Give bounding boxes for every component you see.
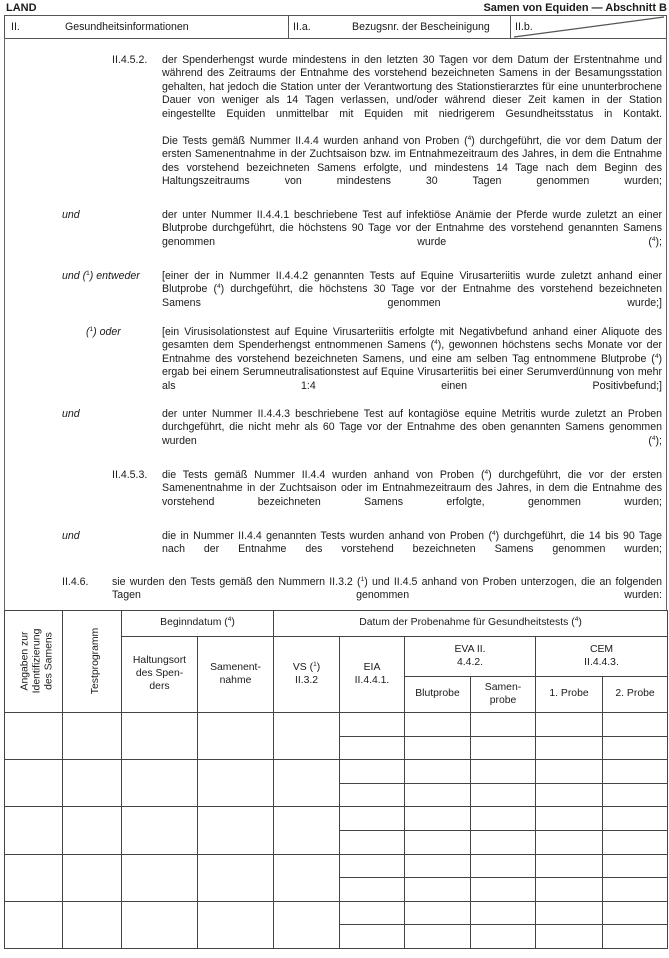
entry-cell[interactable] [471, 783, 536, 807]
country-label: LAND [6, 2, 37, 14]
entry-cell[interactable] [274, 807, 340, 854]
reference-number-label: II.a. [293, 21, 311, 33]
column-header-text: Angaben zur Identifizierung des Samens [19, 628, 55, 694]
clause-text: die Tests gemäß Nummer II.4.4 wurden anhand von Proben ($^4$) durchgeführt, die vor der ersten Samenentnahme in der Zuchtsaison oder im Entnahmezeitraum des Jahres, in dem die Entnahme des vorstehend bezeichneten Samens erfolgte, genommen wurden; [162, 469, 663, 508]
entry-cell[interactable] [274, 901, 340, 948]
clause-number: II.4.6. [62, 576, 89, 588]
entry-cell[interactable] [405, 901, 471, 925]
entry-cell[interactable] [536, 854, 603, 878]
column-header-probe-2: 2. Probe [603, 677, 668, 713]
document-title: Samen von Equiden — Abschnitt B [483, 2, 667, 14]
entry-cell[interactable] [405, 807, 471, 831]
column-header-probe-1: 1. Probe [536, 677, 603, 713]
entry-cell[interactable] [198, 854, 274, 901]
entry-cell[interactable] [198, 901, 274, 948]
column-header-semen-sample: Samen- probe [471, 677, 536, 713]
table-row [5, 807, 668, 831]
table-row [5, 760, 668, 784]
entry-cell[interactable] [340, 713, 405, 737]
entry-cell[interactable] [603, 783, 668, 807]
entry-cell[interactable] [5, 807, 63, 854]
entry-cell[interactable] [536, 878, 603, 902]
entry-cell[interactable] [471, 736, 536, 760]
clause-text: der Spenderhengst wurde mindestens in den letzten 30 Tagen vor dem Datum der Erstentnahme und während des Zeitraums der Entnahme des vorstehend bezeichneten Samens in der Besamungsstation gehalten, hat jedoch die Station unter der Verantwortung des Stationstierarztes für eine ununterbrochene Dauer von weniger als 14 Tagen verlassen, und/oder während dieser Zeit kamen in der Station eingestellte Equiden unmittelbar mit Equiden mit niedrigerem Gesundheitsstatus in Kontakt. [162, 54, 662, 120]
entry-cell[interactable] [198, 760, 274, 807]
entry-cell[interactable] [63, 760, 122, 807]
column-header-holding: Haltungsort des Spen- ders [122, 637, 198, 713]
entry-cell[interactable] [603, 760, 668, 784]
column-group-cem: CEM II.4.4.3. [536, 637, 668, 677]
entry-cell[interactable] [405, 736, 471, 760]
clause-text: der unter Nummer II.4.4.1 beschriebene Test auf infektiöse Anämie der Pferde wurde zuletzt an einer Blutprobe durchgeführt, die höchstens 90 Tage vor der Entnahme des vorstehend genannten Samens genommen wurde ($^4$); [162, 209, 662, 248]
reference-b-label: II.b. [515, 21, 533, 33]
column-header-blood-sample: Blutprobe [405, 677, 471, 713]
clause-number: II.4.5.2. [112, 54, 148, 66]
entry-cell[interactable] [471, 807, 536, 831]
entry-cell[interactable] [603, 878, 668, 902]
entry-cell[interactable] [5, 854, 63, 901]
entry-cell[interactable] [5, 760, 63, 807]
divider [288, 16, 289, 38]
entry-cell[interactable] [471, 713, 536, 737]
table-row [5, 854, 668, 878]
section-title: Gesundheitsinformationen [65, 21, 189, 33]
table-row [5, 901, 668, 925]
entry-cell[interactable] [63, 807, 122, 854]
entry-cell[interactable] [471, 830, 536, 854]
entry-cell[interactable] [536, 925, 603, 949]
option-label: ($^1$) oder [86, 326, 121, 338]
entry-cell[interactable] [63, 854, 122, 901]
conjunction-label: und [62, 530, 80, 542]
entry-cell[interactable] [340, 760, 405, 784]
entry-cell[interactable] [340, 783, 405, 807]
conjunction-label: und [62, 209, 80, 221]
entry-cell[interactable] [405, 925, 471, 949]
entry-cell[interactable] [340, 854, 405, 878]
entry-cell[interactable] [536, 783, 603, 807]
entry-cell[interactable] [340, 878, 405, 902]
entry-cell[interactable] [603, 713, 668, 737]
reference-label: Bezugsnr. der Bescheinigung [352, 21, 490, 33]
entry-cell[interactable] [603, 807, 668, 831]
entry-cell[interactable] [274, 854, 340, 901]
entry-cell[interactable] [122, 760, 198, 807]
entry-cell[interactable] [198, 807, 274, 854]
section-number: II. [11, 21, 20, 33]
clause-text: sie wurden den Tests gemäß den Nummern II.3.2 ($^1$) und II.4.5 anhand von Proben unterzogen, die an folgenden Tagen genommen wurden: [112, 576, 662, 602]
clause-text: Die Tests gemäß Nummer II.4.4 wurden anhand von Proben ($^4$) durchgeführt, die vor dem Datum der ersten Samenentnahme in der Zuchtsaison bzw. im Entnahmezeitraum des Jahres, in dem die Entnahme des vorstehend bezeichneten Samens erfolgte, und mindestens 14 Tage nach dem Beginn des Haltungszeitraums von mindestens 30 Tagen genommen wurden; [162, 135, 662, 188]
entry-cell[interactable] [405, 713, 471, 737]
entry-cell[interactable] [5, 901, 63, 948]
entry-cell[interactable] [122, 854, 198, 901]
entry-cell[interactable] [122, 713, 198, 760]
entry-cell[interactable] [405, 854, 471, 878]
column-header-semen-collection: Samenent- nahme [198, 637, 274, 713]
entry-cell[interactable] [471, 925, 536, 949]
entry-cell[interactable] [536, 713, 603, 737]
column-header-text: Testprogramm [90, 627, 102, 695]
entry-cell[interactable] [603, 925, 668, 949]
section-header-bar [4, 15, 667, 39]
diagonal-strike [510, 16, 665, 38]
clause-text: [ein Virusisolationstest auf Equine Virusarteriitis erfolgte mit Negativbefund anhand einer Aliquote des gesamten dem Spenderhengst entnommenen Samens ($^4$), gewonnen höchstens sechs Monate vor der Entnahme des vorstehend bezeichneten Samens, und eine am selben Tag entnommene Blutprobe ($^4$) ergab bei einem Serumneutralisationstest auf Equine Virusarteriitis bei einer Serumverdünnung von mehr als 1:4 einen Positivbefund;] [162, 326, 662, 392]
option-label: und ($^1$) entweder [62, 270, 140, 282]
entry-cell[interactable] [471, 760, 536, 784]
entry-cell[interactable] [340, 807, 405, 831]
entry-cell[interactable] [405, 783, 471, 807]
entry-cell[interactable] [536, 760, 603, 784]
column-header-identification [5, 611, 63, 713]
entry-cell[interactable] [122, 901, 198, 948]
entry-cell[interactable] [603, 736, 668, 760]
entry-cell[interactable] [340, 736, 405, 760]
column-header-eia: EIA II.4.4.1. [340, 637, 405, 713]
clause-text: der unter Nummer II.4.4.3 beschriebene Test auf kontagiöse equine Metritis wurde zuletzt an Proben durchgeführt, die nicht mehr als 60 Tage vor der Entnahme des oben genannten Samens genommen wurden ($^4$); [162, 408, 662, 447]
entry-cell[interactable] [198, 713, 274, 760]
entry-cell[interactable] [405, 878, 471, 902]
entry-cell[interactable] [536, 830, 603, 854]
entry-cell[interactable] [340, 925, 405, 949]
clause-text: [einer der in Nummer II.4.4.2 genannten Tests auf Equine Virusarteriitis wurde zuletzt anhand einer Blutprobe ($^4$) durchgeführt, die höchstens 30 Tage vor der Entnahme des vorstehend bezeichneten Samens genommen wurde;] [162, 270, 662, 309]
entry-cell[interactable] [471, 878, 536, 902]
clause-number: II.4.5.3. [112, 469, 148, 481]
entry-cell[interactable] [340, 901, 405, 925]
entry-cell[interactable] [405, 830, 471, 854]
clause-text: die in Nummer II.4.4 genannten Tests wurden anhand von Proben ($^4$) durchgeführt, die 14 bis 90 Tage nach der Entnahme des vorstehend bezeichneten Samens genommen wurden; [162, 530, 662, 556]
column-group-eva: EVA II. 4.4.2. [405, 637, 536, 677]
entry-cell[interactable] [340, 830, 405, 854]
column-header-vs: VS ($^1$) II.3.2 [274, 637, 340, 713]
entry-cell[interactable] [405, 760, 471, 784]
entry-cell[interactable] [5, 713, 63, 760]
entry-cell[interactable] [536, 736, 603, 760]
entry-cell[interactable] [603, 901, 668, 925]
table-row [5, 713, 668, 737]
column-group-sampling-date: Datum der Probenahme für Gesundheitstests ($^4$) [274, 611, 668, 637]
entry-cell[interactable] [274, 713, 340, 760]
sampling-dates-table [4, 610, 668, 949]
entry-cell[interactable] [603, 854, 668, 878]
entry-cell[interactable] [536, 901, 603, 925]
entry-cell[interactable] [603, 830, 668, 854]
entry-cell[interactable] [471, 901, 536, 925]
entry-cell[interactable] [274, 760, 340, 807]
table-body [5, 713, 668, 949]
column-group-start-date: Beginndatum ($^4$) [122, 611, 274, 637]
conjunction-label: und [62, 408, 80, 420]
entry-cell[interactable] [63, 901, 122, 948]
column-header-test-program [63, 611, 122, 713]
entry-cell[interactable] [122, 807, 198, 854]
entry-cell[interactable] [471, 854, 536, 878]
entry-cell[interactable] [63, 713, 122, 760]
entry-cell[interactable] [536, 807, 603, 831]
